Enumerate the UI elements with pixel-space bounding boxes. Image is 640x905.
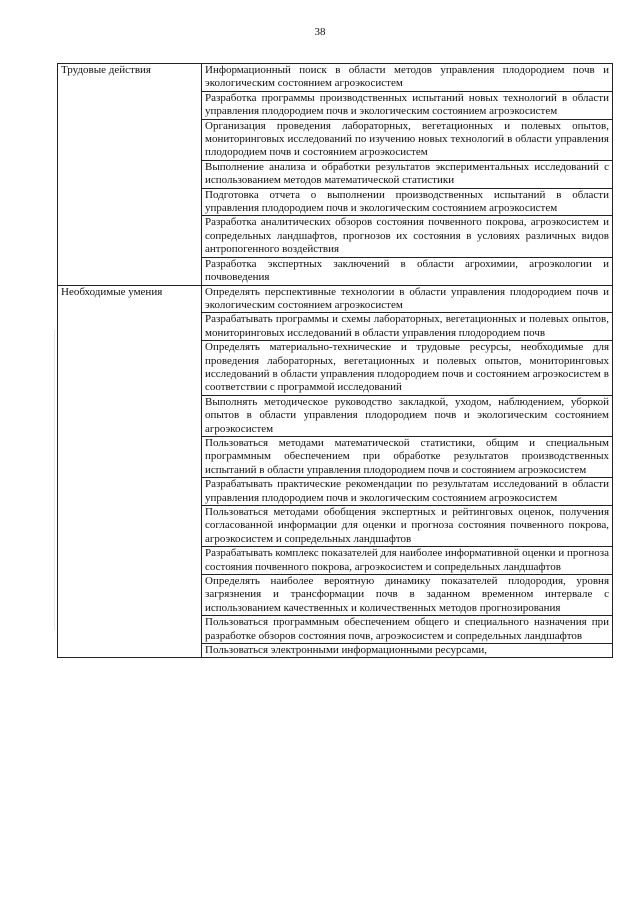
table-cell: Пользоваться программным обеспечением общего и специального назначения при разработке обзоров состояния почв, агроэкосистем и сопредельных ландшафтов <box>202 616 613 644</box>
table-row <box>58 285 613 313</box>
table-cell: Определять перспективные технологии в области управления плодородием почв и экологическим состоянием агроэкосистем <box>202 285 613 313</box>
table-cell: Разрабатывать комплекс показателей для наиболее информативной оценки и прогноза состояния почвенного покрова, агроэкосистем и сопредельных ландшафтов <box>202 547 613 575</box>
table-cell: Разработка программы производственных испытаний новых технологий в области управления плодородием почв и экологическим состоянием агроэкосистем <box>202 91 613 119</box>
table-cell: Подготовка отчета о выполнении производственных испытаний в области управления плодородием почв и экологическим состоянием агроэкосистем <box>202 188 613 216</box>
table-cell: Информационный поиск в области методов управления плодородием почв и экологическим состоянием агроэкосистем <box>202 64 613 92</box>
table-cell: Выполнять методическое руководство закладкой, уходом, наблюдением, уборкой опытов в области управления плодородием почв и экологическим состоянием агроэкосистем <box>202 395 613 436</box>
table-row <box>58 64 613 92</box>
table-cell: Разрабатывать программы и схемы лабораторных, вегетационных и полевых опытов, мониторинговых исследований в области управления плодородием почв <box>202 313 613 341</box>
table-cell: Определять материально-технические и трудовые ресурсы, необходимые для проведения лабораторных, вегетационных и полевых опытов, мониторинговых исследований в области управления плодородием почв и состоянием агроэкосистем в соответствии с программой исследований <box>202 341 613 396</box>
margin-mark <box>54 330 55 630</box>
table-cell: Разработка аналитических обзоров состояния почвенного покрова, агроэкосистем и сопредельных ландшафтов, прогнозов их состояния в условиях различных видов антропогенного воздействия <box>202 216 613 257</box>
table-cell: Разрабатывать практические рекомендации по результатам исследований в области управления плодородием почв и экологическим состоянием агроэкосистем <box>202 478 613 506</box>
table-cell: Пользоваться методами обобщения экспертных и рейтинговых оценок, получения согласованной информации для оценки и прогноза состояния почвенного покрова, агроэкосистем и сопредельных ландшафтов <box>202 506 613 547</box>
table-cell: Разработка экспертных заключений в области агрохимии, агроэкологии и почвоведения <box>202 257 613 285</box>
table-cell: Определять наиболее вероятную динамику показателей плодородия, уровня загрязнения и трансформации почв в заданном временном интервале с использованием качественных и количественных методов прогнозирования <box>202 575 613 616</box>
table-cell: Организация проведения лабораторных, вегетационных и полевых опытов, мониторинговых исследований по изучению новых технологий в области управления плодородием почв и состоянием агроэкосистем <box>202 119 613 160</box>
requirements-table <box>57 63 613 658</box>
page-number: 38 <box>314 26 326 38</box>
table-cell: Пользоваться электронными информационными ресурсами, <box>202 644 613 658</box>
table-cell: Выполнение анализа и обработки результатов экспериментальных исследований с использованием методов математической статистики <box>202 160 613 188</box>
section-label-required-skills: Необходимые умения <box>58 285 202 658</box>
table-cell: Пользоваться методами математической статистики, общим и специальным программным обеспечением при обработке результатов производственных испытаний в области управления плодородием почв и состоянием агроэкосистем <box>202 436 613 477</box>
section-label-labor-actions: Трудовые действия <box>58 64 202 286</box>
